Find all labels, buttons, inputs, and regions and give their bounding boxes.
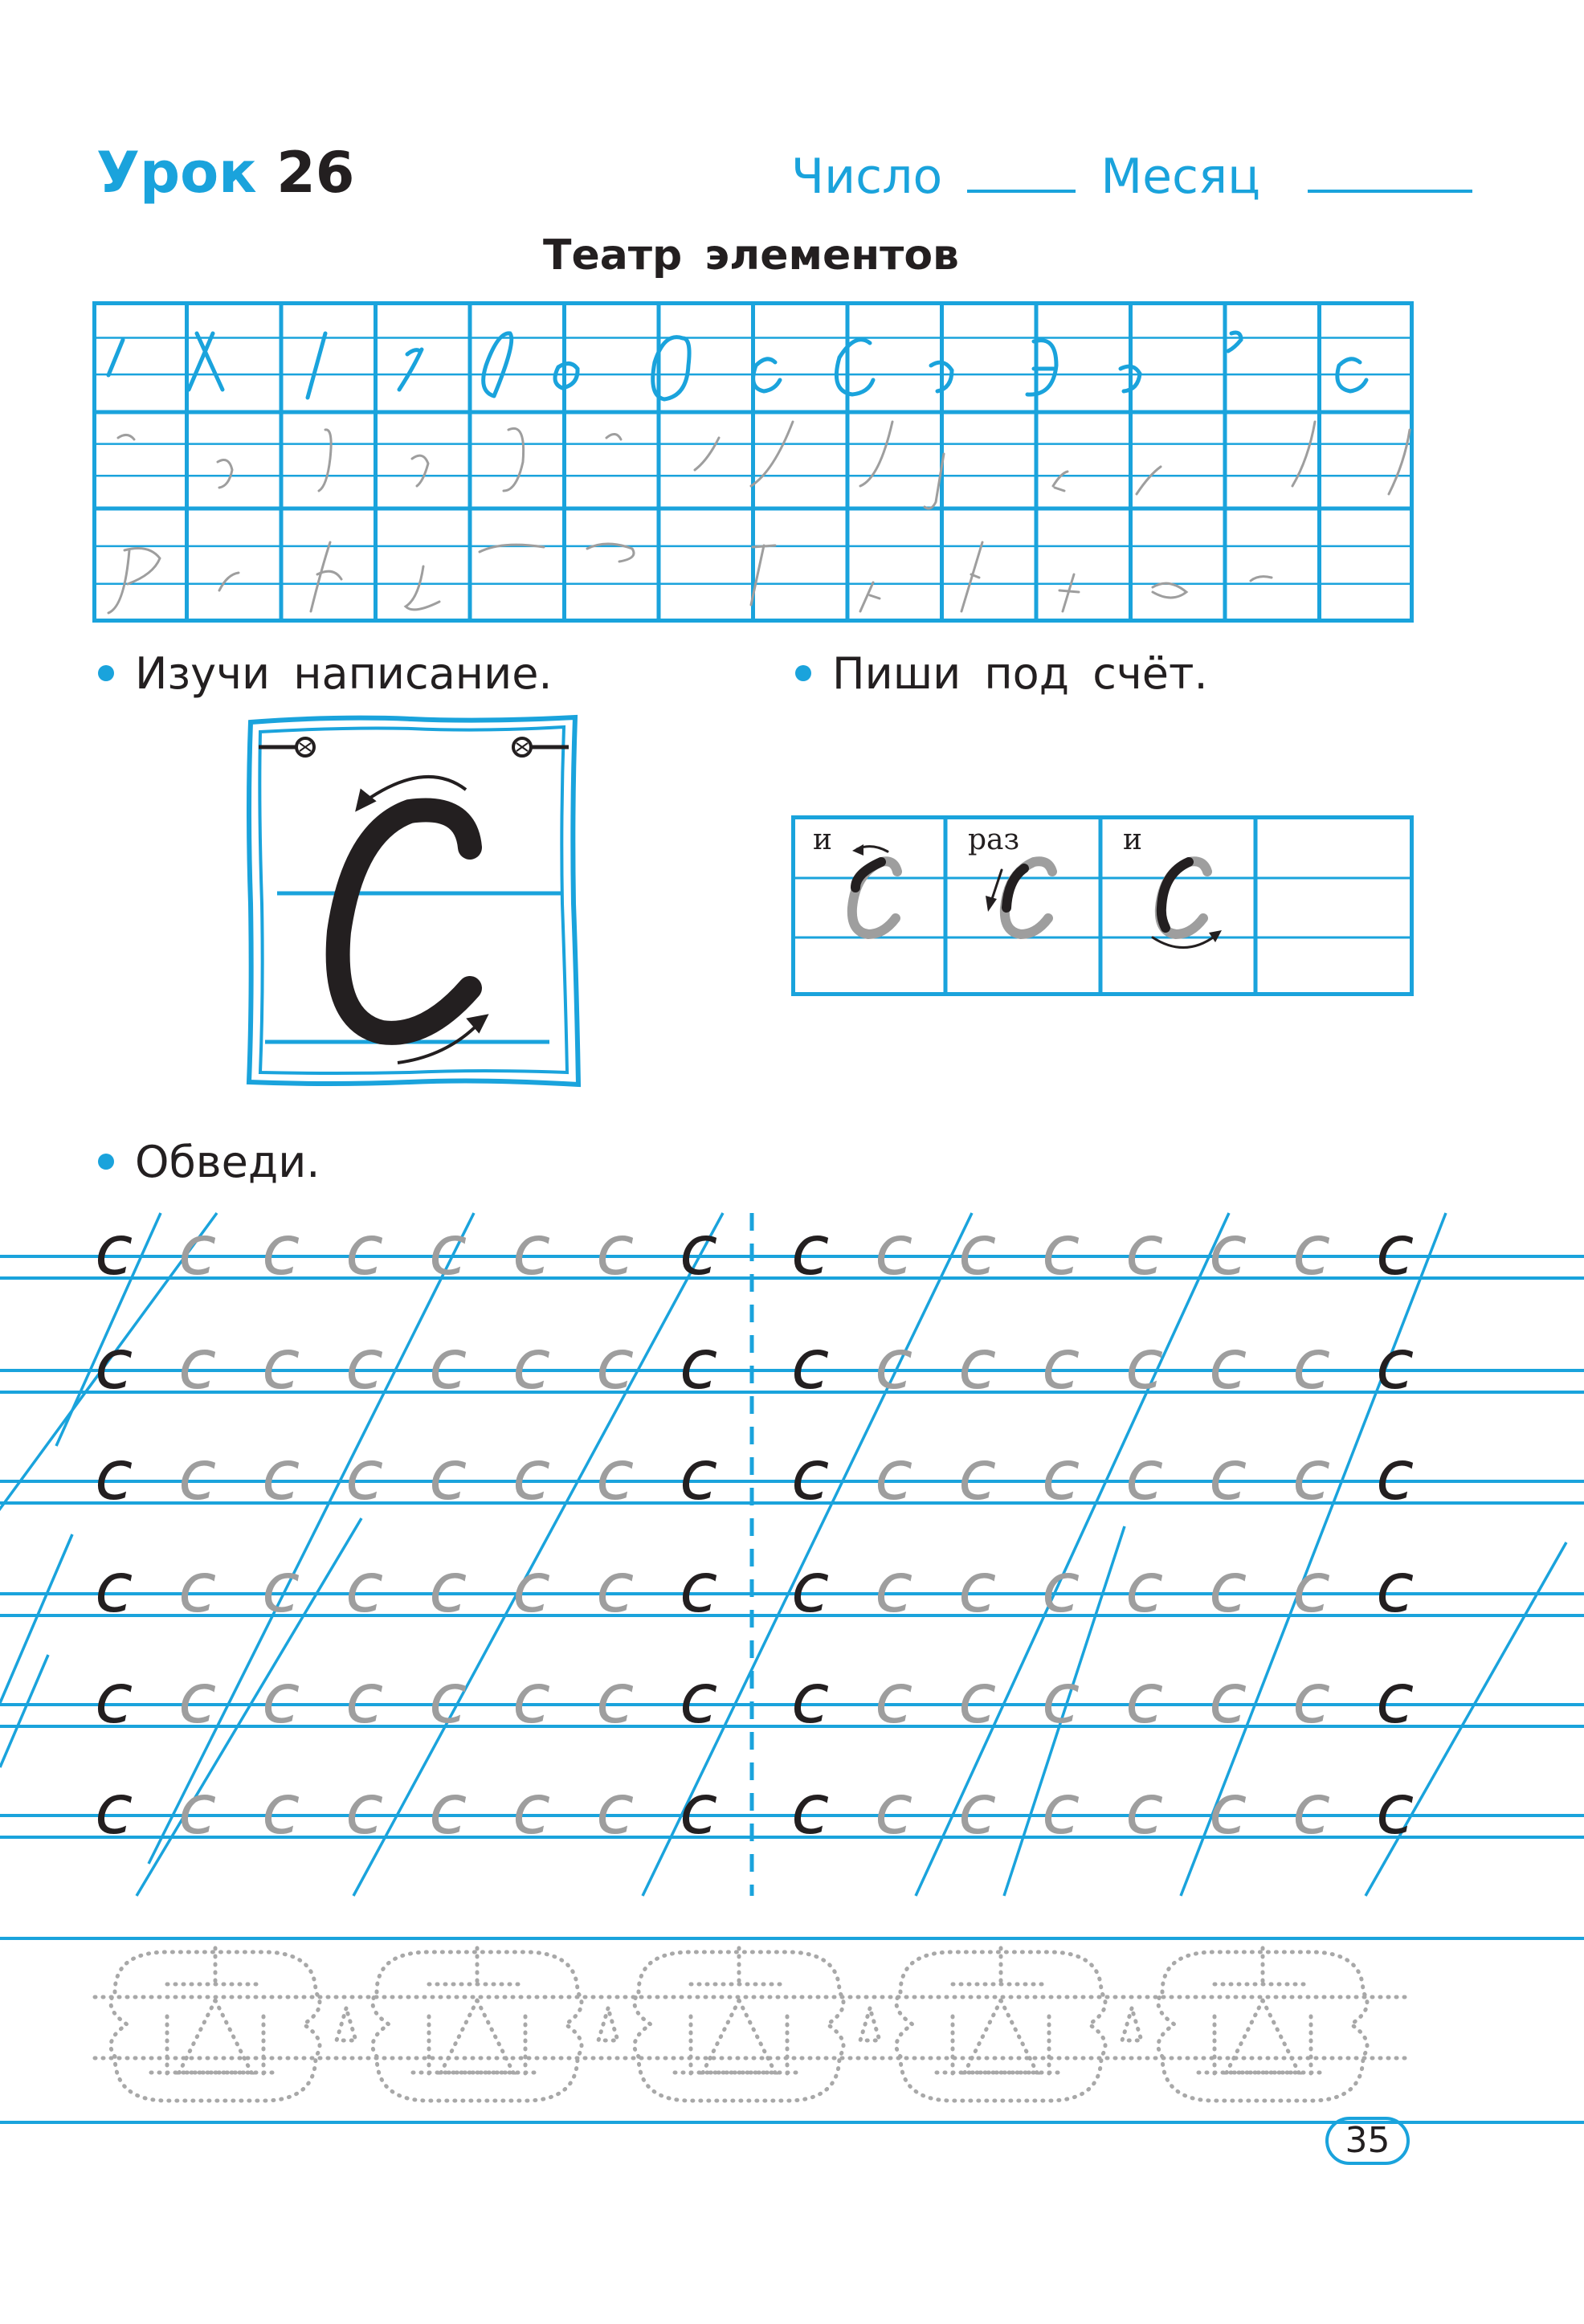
trace-letter[interactable]: с xyxy=(178,1770,217,1850)
trace-letter[interactable]: с xyxy=(345,1436,384,1516)
element-stroke xyxy=(108,340,123,375)
tent-motif xyxy=(373,1948,582,2101)
sample-letter: с xyxy=(791,1211,830,1291)
trace-letter[interactable]: с xyxy=(958,1325,997,1405)
trace-letter[interactable]: с xyxy=(1292,1436,1331,1516)
sample-letter: с xyxy=(791,1548,830,1628)
element-sample-stroke xyxy=(406,566,439,610)
sample-letter: с xyxy=(1376,1211,1415,1291)
trace-letter[interactable]: с xyxy=(512,1770,551,1850)
count-table xyxy=(791,815,1414,996)
trace-letter[interactable]: с xyxy=(1125,1436,1164,1516)
trace-letter[interactable]: с xyxy=(178,1548,217,1628)
element-stroke xyxy=(1228,333,1241,351)
trace-letter[interactable]: с xyxy=(178,1325,217,1405)
trace-letter[interactable]: с xyxy=(1125,1211,1164,1291)
slant-line xyxy=(137,1518,361,1896)
slant-line xyxy=(0,1534,72,1703)
trace-letter[interactable]: с xyxy=(512,1659,551,1739)
lesson-number: 26 xyxy=(276,140,355,206)
small-triangle-motif xyxy=(598,2008,618,2040)
trace-letter[interactable]: с xyxy=(1292,1325,1331,1405)
sample-letter: с xyxy=(1376,1325,1415,1405)
dotted-border-pattern[interactable] xyxy=(0,1936,1584,2129)
sample-letter: с xyxy=(680,1770,718,1850)
trace-letter[interactable]: с xyxy=(596,1436,635,1516)
trace-letter[interactable]: с xyxy=(429,1659,467,1739)
element-sample-stroke xyxy=(1251,577,1272,581)
trace-letter[interactable]: с xyxy=(875,1770,913,1850)
element-sample-stroke xyxy=(218,460,232,488)
trace-letter[interactable]: с xyxy=(596,1770,635,1850)
trace-letter[interactable]: с xyxy=(875,1548,913,1628)
trace-letter[interactable]: с xyxy=(958,1659,997,1739)
instruction-study xyxy=(98,648,553,699)
element-sample-stroke xyxy=(1059,574,1079,611)
trace-letter[interactable]: с xyxy=(1209,1436,1247,1516)
instruction-count-text: Пиши под счёт. xyxy=(832,648,1208,699)
lesson-title xyxy=(96,140,355,206)
sample-letter: с xyxy=(1376,1770,1415,1850)
sample-letter: с xyxy=(95,1436,133,1516)
element-sample-stroke xyxy=(118,435,134,439)
trace-letter[interactable]: с xyxy=(262,1325,300,1405)
trace-letter[interactable]: с xyxy=(958,1436,997,1516)
trace-letter[interactable]: с xyxy=(512,1548,551,1628)
sample-letter: с xyxy=(791,1436,830,1516)
date-day-blank[interactable] xyxy=(967,190,1076,193)
elements-grid xyxy=(92,301,1414,623)
trace-letter[interactable]: с xyxy=(1042,1770,1080,1850)
trace-letter[interactable]: с xyxy=(596,1548,635,1628)
trace-letter[interactable]: с xyxy=(1209,1659,1247,1739)
sample-letter: с xyxy=(680,1325,718,1405)
lesson-word: Урок xyxy=(96,140,257,206)
element-sample-stroke xyxy=(219,573,239,590)
sample-letter: с xyxy=(680,1659,718,1739)
trace-letter[interactable]: с xyxy=(429,1325,467,1405)
instruction-study-text: Изучи написание. xyxy=(135,648,553,699)
element-sample-stroke xyxy=(961,542,982,611)
trace-letter[interactable]: с xyxy=(1042,1211,1080,1291)
bullet-icon xyxy=(98,1154,114,1170)
element-stroke xyxy=(189,333,222,390)
trace-letter[interactable]: с xyxy=(345,1325,384,1405)
element-sample-stroke xyxy=(1137,467,1161,494)
slant-line xyxy=(0,1655,48,1767)
trace-letter[interactable]: с xyxy=(1209,1211,1247,1291)
trace-letter[interactable]: с xyxy=(345,1211,384,1291)
element-sample-stroke xyxy=(412,455,428,486)
sample-letter: с xyxy=(791,1770,830,1850)
trace-letter[interactable]: с xyxy=(1125,1325,1164,1405)
trace-letter[interactable]: с xyxy=(1125,1659,1164,1739)
element-sample-stroke xyxy=(606,434,621,439)
date-month-blank[interactable] xyxy=(1308,190,1472,193)
count-cell-label: и xyxy=(813,823,832,856)
element-sample-stroke xyxy=(695,438,719,470)
letter-study-card xyxy=(241,711,586,1093)
element-stroke xyxy=(555,363,578,388)
bullet-icon xyxy=(795,665,811,681)
trace-letter[interactable]: с xyxy=(958,1211,997,1291)
count-table-grid xyxy=(791,815,1414,996)
element-sample-stroke xyxy=(319,430,331,491)
instruction-trace xyxy=(98,1137,320,1187)
trace-letter[interactable]: с xyxy=(345,1548,384,1628)
small-triangle-motif xyxy=(1122,2008,1141,2040)
tent-motif xyxy=(1158,1948,1367,2101)
bullet-icon xyxy=(98,665,114,681)
trace-letter[interactable]: с xyxy=(1209,1770,1247,1850)
date-fields xyxy=(791,149,1472,205)
page-subtitle: Театр элементов xyxy=(543,231,959,280)
element-sample-stroke xyxy=(108,549,160,613)
trace-letter[interactable]: с xyxy=(1042,1659,1080,1739)
date-month-label: Месяц xyxy=(1100,149,1260,205)
instruction-count xyxy=(795,648,1208,699)
trace-letter[interactable]: с xyxy=(262,1211,300,1291)
element-stroke xyxy=(1027,341,1056,394)
trace-letter[interactable]: с xyxy=(262,1659,300,1739)
sample-letter: с xyxy=(1376,1436,1415,1516)
trace-letter[interactable]: с xyxy=(512,1325,551,1405)
instruction-trace-text: Обведи. xyxy=(135,1137,320,1187)
trace-letter[interactable]: с xyxy=(875,1436,913,1516)
element-stroke xyxy=(308,333,325,398)
trace-letter[interactable]: с xyxy=(1125,1548,1164,1628)
trace-letter[interactable]: с xyxy=(1209,1325,1247,1405)
trace-letter[interactable]: с xyxy=(345,1770,384,1850)
trace-letter[interactable]: с xyxy=(875,1325,913,1405)
trace-letter[interactable]: с xyxy=(178,1436,217,1516)
tent-motif xyxy=(896,1948,1105,2101)
trace-letter[interactable]: с xyxy=(1209,1548,1247,1628)
trace-letter[interactable]: с xyxy=(262,1770,300,1850)
trace-practice-area[interactable] xyxy=(0,1205,1584,1928)
date-day-label: Число xyxy=(791,149,943,205)
sample-letter: с xyxy=(680,1548,718,1628)
element-sample-stroke xyxy=(504,428,524,491)
sample-letter: с xyxy=(95,1325,133,1405)
element-stroke xyxy=(484,333,512,396)
trace-letter[interactable]: с xyxy=(958,1770,997,1850)
trace-letter[interactable]: с xyxy=(1042,1325,1080,1405)
trace-letter[interactable]: с xyxy=(875,1659,913,1739)
element-stroke xyxy=(836,340,873,394)
page-number: 35 xyxy=(1325,2117,1410,2165)
trace-letter[interactable]: с xyxy=(958,1548,997,1628)
sample-letter: с xyxy=(95,1211,133,1291)
trace-letter[interactable]: с xyxy=(512,1436,551,1516)
trace-letter[interactable]: с xyxy=(178,1659,217,1739)
trace-letter[interactable]: с xyxy=(262,1436,300,1516)
trace-letter[interactable]: с xyxy=(429,1436,467,1516)
trace-letter[interactable]: с xyxy=(1042,1436,1080,1516)
element-stroke xyxy=(399,349,422,390)
trace-letter[interactable]: с xyxy=(178,1211,217,1291)
sample-letter: с xyxy=(680,1211,718,1291)
element-sample-stroke xyxy=(1153,583,1186,598)
trace-letter[interactable]: с xyxy=(512,1211,551,1291)
trace-letter[interactable]: с xyxy=(596,1659,635,1739)
sample-letter: с xyxy=(95,1659,133,1739)
trace-letter[interactable]: с xyxy=(262,1548,300,1628)
sample-letter: с xyxy=(1376,1659,1415,1739)
trace-letter[interactable]: с xyxy=(596,1325,635,1405)
sample-letter: с xyxy=(791,1325,830,1405)
tent-motif xyxy=(111,1948,320,2101)
sample-letter: с xyxy=(95,1770,133,1850)
trace-letter[interactable]: с xyxy=(1292,1770,1331,1850)
trace-letter[interactable]: с xyxy=(429,1770,467,1850)
trace-letter[interactable]: с xyxy=(1292,1211,1331,1291)
small-triangle-motif xyxy=(860,2008,880,2040)
trace-letter[interactable]: с xyxy=(1125,1770,1164,1850)
small-triangle-motif xyxy=(337,2008,356,2040)
count-cell-label: и xyxy=(1123,823,1142,856)
trace-letter[interactable]: с xyxy=(1042,1548,1080,1628)
sample-letter: с xyxy=(1376,1548,1415,1628)
trace-letter[interactable]: с xyxy=(875,1211,913,1291)
sample-letter: с xyxy=(680,1436,718,1516)
trace-letter[interactable]: с xyxy=(429,1211,467,1291)
element-sample-stroke xyxy=(311,542,341,611)
count-cell-label: раз xyxy=(968,823,1020,856)
trace-letter[interactable]: с xyxy=(429,1548,467,1628)
tent-motif xyxy=(635,1948,843,2101)
element-sample-stroke xyxy=(1053,472,1068,491)
trace-letter[interactable]: с xyxy=(1292,1659,1331,1739)
sample-letter: с xyxy=(95,1548,133,1628)
trace-letter[interactable]: с xyxy=(596,1211,635,1291)
trace-letter[interactable]: с xyxy=(1292,1548,1331,1628)
trace-letter[interactable]: с xyxy=(345,1659,384,1739)
element-sample-stroke xyxy=(1389,430,1410,494)
element-sample-stroke xyxy=(860,582,880,611)
sample-letter: с xyxy=(791,1659,830,1739)
